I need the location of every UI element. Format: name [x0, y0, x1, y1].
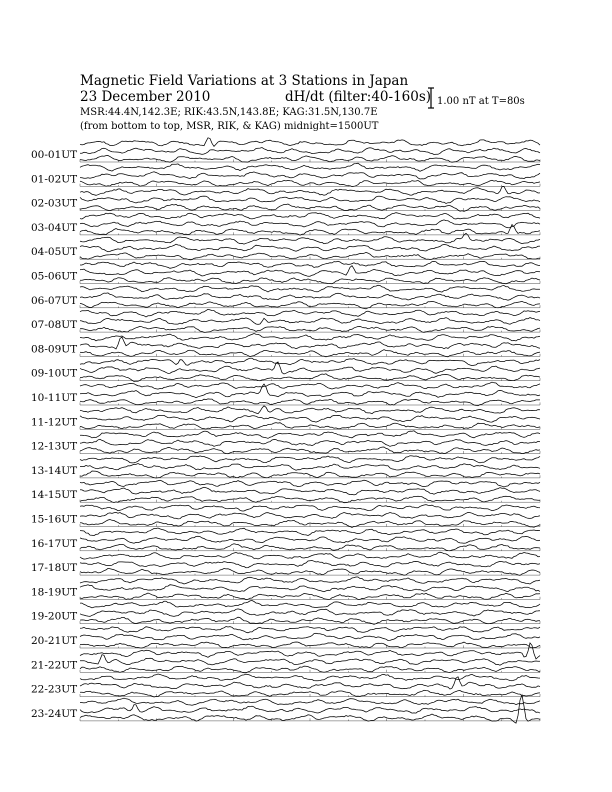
hour-label: 18-19UT: [31, 586, 78, 599]
hour-row: [31, 138, 540, 162]
hour-row: [31, 643, 540, 673]
hour-label: 16-17UT: [31, 537, 78, 550]
hour-label: 00-01UT: [31, 149, 78, 161]
trace-rik: [80, 244, 540, 252]
hour-row: [31, 528, 540, 551]
trace-rik: [80, 512, 540, 519]
trace-kag: [80, 431, 540, 439]
hour-label: 03-04UT: [31, 221, 78, 234]
hour-row: [31, 431, 540, 454]
hour-label: 23-24UT: [31, 707, 78, 720]
trace-rik: [80, 677, 540, 689]
chart-title: Magnetic Field Variations at 3 Stations in Japan: [80, 73, 409, 89]
hour-label: 05-06UT: [31, 270, 78, 283]
trace-kag: [80, 627, 540, 633]
trace-kag: [80, 480, 540, 487]
hour-row: [31, 233, 540, 260]
hour-row: [31, 601, 540, 625]
trace-rik: [80, 362, 540, 374]
hour-label: 21-22UT: [31, 659, 78, 672]
hour-label: 08-09UT: [31, 343, 78, 356]
hour-row: [31, 627, 540, 649]
hour-row: [31, 505, 540, 528]
hour-label: 04-05UT: [31, 246, 78, 259]
hour-label: 01-02UT: [31, 173, 78, 186]
trace-rik: [80, 220, 540, 228]
hour-row: [31, 577, 540, 600]
hour-label: 10-11UT: [31, 392, 78, 404]
trace-rik: [80, 561, 540, 568]
hour-label: 13-14UT: [31, 464, 78, 477]
trace-rik: [80, 293, 540, 300]
trace-kag: [80, 138, 540, 147]
hour-row: [31, 674, 540, 697]
trace-rik: [80, 705, 540, 714]
trace-kag: [80, 406, 540, 414]
hour-row: [31, 695, 540, 723]
hour-row: [31, 456, 540, 478]
trace-kag: [80, 285, 540, 292]
trace-kag: [80, 213, 540, 219]
trace-kag: [80, 261, 540, 268]
trace-rik: [80, 585, 540, 592]
hour-row: [31, 358, 540, 381]
trace-rik: [80, 415, 540, 422]
trace-rik: [80, 609, 540, 617]
hour-row: [31, 406, 540, 430]
trace-kag: [80, 528, 540, 536]
trace-kag: [80, 163, 540, 171]
trace-kag: [80, 334, 540, 341]
hour-label: 11-12UT: [31, 416, 78, 429]
trace-kag: [80, 382, 540, 389]
chart-quantity: dH/dt (filter:40-160s): [285, 89, 432, 105]
station-coordinates: MSR:44.4N,142.3E; RIK:43.5N,143.8E; KAG:31.5N,130.7E: [80, 107, 378, 118]
hour-row: [31, 334, 540, 357]
trace-kag: [80, 456, 540, 463]
trace-rik: [80, 633, 540, 640]
hour-label: 02-03UT: [31, 197, 78, 210]
trace-kag: [80, 187, 540, 196]
hour-label: 15-16UT: [31, 513, 78, 526]
hour-label: 06-07UT: [31, 294, 78, 307]
scale-bar: [428, 88, 525, 108]
trace-rik: [80, 536, 540, 543]
hour-label: 09-10UT: [31, 367, 78, 380]
hour-row: [31, 382, 540, 406]
trace-rik: [80, 172, 540, 179]
trace-rik: [80, 266, 540, 277]
scale-label: 1.00 nT at T=80s: [437, 96, 525, 107]
hour-label: 07-08UT: [31, 319, 78, 332]
trace-rik: [80, 337, 540, 349]
hour-label: 19-20UT: [31, 610, 78, 623]
trace-kag: [80, 358, 540, 365]
trace-rik: [80, 487, 540, 495]
hour-row: [31, 285, 540, 309]
trace-kag: [80, 552, 540, 559]
trace-kag: [80, 505, 540, 511]
trace-rik: [80, 318, 540, 325]
chart-header: [80, 73, 431, 132]
trace-kag: [80, 577, 540, 584]
trace-kag: [80, 601, 540, 608]
trace-rik: [80, 148, 540, 155]
trace-rik: [80, 464, 540, 471]
hour-label: 22-23UT: [31, 683, 78, 696]
hourly-rows: [31, 138, 540, 723]
chart-date: 23 December 2010: [80, 89, 211, 105]
trace-rik: [80, 655, 540, 666]
hour-row: [31, 213, 540, 236]
trace-kag: [80, 309, 540, 317]
trace-kag: [80, 674, 540, 681]
hour-row: [31, 163, 540, 186]
hour-label: 14-15UT: [31, 489, 78, 502]
hour-label: 20-21UT: [31, 635, 78, 647]
hour-row: [31, 261, 540, 284]
hour-row: [31, 309, 540, 332]
hour-row: [31, 187, 540, 212]
trace-rik: [80, 196, 540, 203]
hour-row: [31, 552, 540, 575]
station-order-note: (from bottom to top, MSR, RIK, & KAG) midnight=1500UT: [80, 121, 379, 132]
trace-kag: [80, 698, 540, 705]
hour-label: 17-18UT: [31, 562, 78, 575]
hour-row: [31, 480, 540, 503]
hour-label: 12-13UT: [31, 440, 78, 453]
trace-rik: [80, 439, 540, 446]
